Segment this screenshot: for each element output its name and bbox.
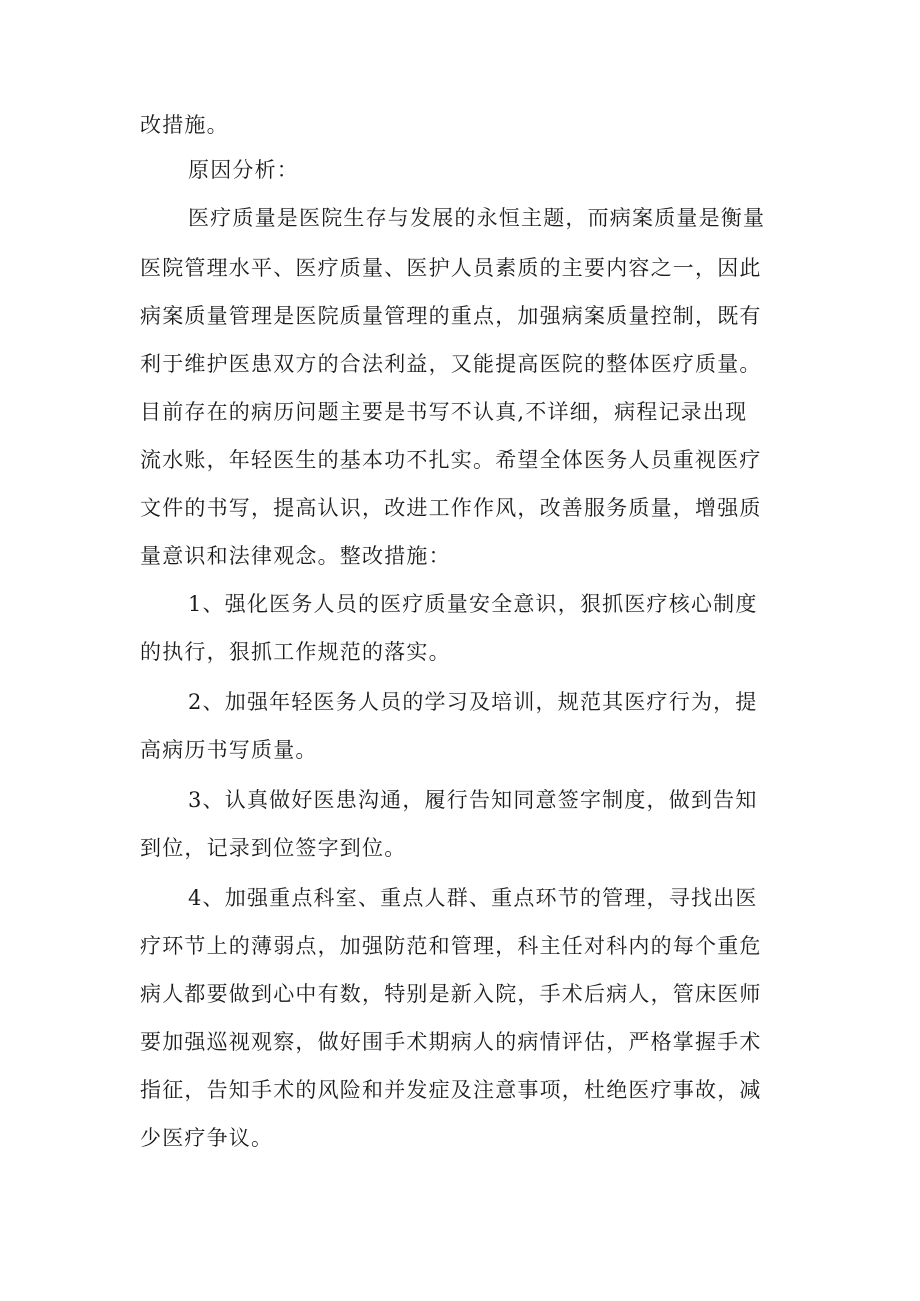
- list-item-2: 2、加强年轻医务人员的学习及培训，规范其医疗行为，提: [188, 690, 758, 714]
- list-item-4-cont: 疗环节上的薄弱点，加强防范和管理，科主任对科内的每个重危: [140, 934, 762, 958]
- paragraph-line: 量意识和法律观念。整改措施：: [140, 544, 451, 568]
- list-item-4-cont: 少医疗争议。: [140, 1126, 274, 1150]
- list-item-1: 1、强化医务人员的医疗质量安全意识，狠抓医疗核心制度: [188, 592, 758, 616]
- list-item-1-cont: 的执行，狠抓工作规范的落实。: [140, 640, 451, 664]
- list-item-3-cont: 到位，记录到位签字到位。: [140, 836, 407, 860]
- list-item-3: 3、认真做好医患沟通，履行告知同意签字制度，做到告知: [188, 788, 758, 812]
- paragraph-line: 病案质量管理是医院质量管理的重点，加强病案质量控制，既有: [140, 304, 762, 328]
- section-heading: 原因分析：: [188, 158, 299, 182]
- list-item-4-cont: 要加强巡视观察，做好围手术期病人的病情评估，严格掌握手术: [140, 1030, 762, 1054]
- paragraph-line: 医疗质量是医院生存与发展的永恒主题，而病案质量是衡量: [188, 206, 766, 230]
- paragraph-line: 利于维护医患双方的合法利益，又能提高医院的整体医疗质量。: [140, 352, 762, 376]
- list-item-4-cont: 病人都要做到心中有数，特别是新入院，手术后病人，管床医师: [140, 982, 762, 1006]
- list-item-4-cont: 指征，告知手术的风险和并发症及注意事项，杜绝医疗事故，减: [140, 1078, 762, 1102]
- paragraph-line: 文件的书写，提高认识，改进工作作风，改善服务质量，增强质: [140, 496, 762, 520]
- list-item-2-cont: 高病历书写质量。: [140, 738, 318, 762]
- paragraph-line: 医院管理水平、医疗质量、医护人员素质的主要内容之一，因此: [140, 256, 762, 280]
- paragraph-line: 目前存在的病历问题主要是书写不认真,不详细，病程记录出现: [140, 400, 748, 424]
- paragraph-line: 流水账，年轻医生的基本功不扎实。希望全体医务人员重视医疗: [140, 448, 762, 472]
- paragraph-line: 改措施。: [140, 113, 229, 137]
- list-item-4: 4、加强重点科室、重点人群、重点环节的管理，寻找出医: [188, 886, 758, 910]
